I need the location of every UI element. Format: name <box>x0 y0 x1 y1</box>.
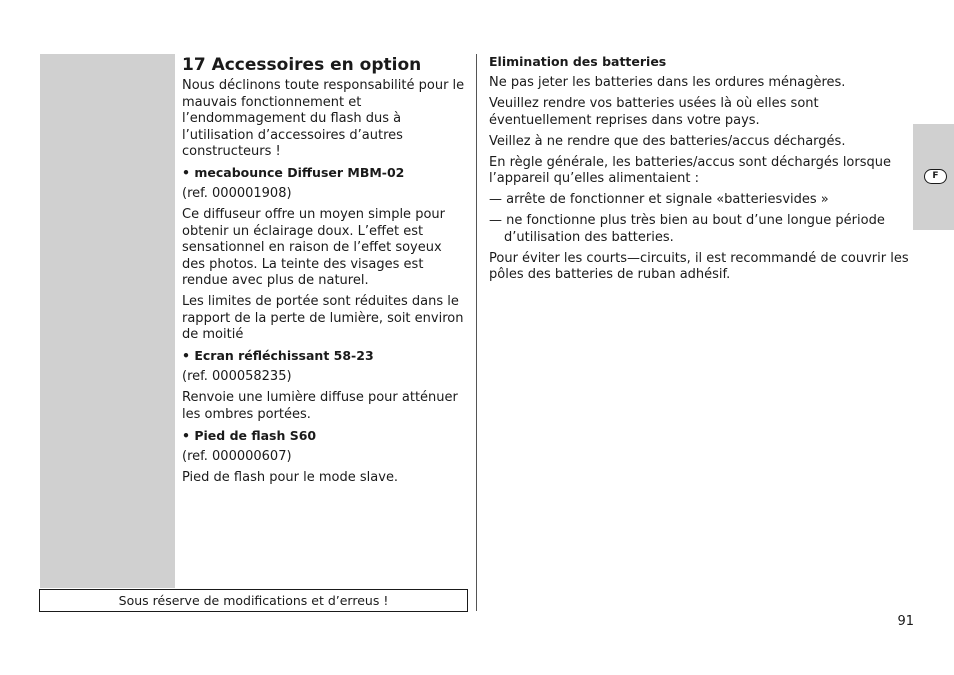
footer-disclaimer: Sous réserve de modifications et d’erreus ! <box>39 589 468 612</box>
battery-paragraph-3: Veillez à ne rendre que des batteries/accus déchargés. <box>489 133 846 149</box>
item-desc-stand: Pied de flash pour le mode slave. <box>182 469 399 485</box>
item-name-diffuser: • mecabounce Diffuser MBM-02 <box>182 165 405 180</box>
language-tab <box>913 124 954 230</box>
battery-paragraph-5: Pour éviter les courts—circuits, il est recommandé de couvrir les pôles des batteries de ruban adhésif. <box>489 250 909 282</box>
item-ref-diffuser: (ref. 000001908) <box>182 186 292 201</box>
item-ref-stand: (ref. 000000607) <box>182 448 292 464</box>
battery-paragraph-4: En règle générale, les batteries/accus sont déchargés lorsque l’appareil qu’elles alimentaient : <box>489 154 891 186</box>
column-divider <box>476 54 477 611</box>
page-number: 91 <box>897 614 914 629</box>
item-ref-reflector: (ref. 000058235) <box>182 369 292 384</box>
language-badge: F <box>924 169 947 184</box>
gray-margin-column <box>40 54 175 588</box>
battery-disposal-section <box>489 54 909 288</box>
item-name-stand: • Pied de flash S60 <box>182 427 317 443</box>
intro-paragraph: Nous déclinons toute responsabilité pour le mauvais fonctionnement et l’endommagement du flash dus à l’utilisation d’accessoires d’autres constructeurs ! <box>182 78 465 159</box>
battery-heading: Elimination des batteries <box>489 54 667 69</box>
battery-paragraph-1: Ne pas jeter les batteries dans les ordures ménagères. <box>489 75 846 90</box>
section-title: 17 Accessoires en option <box>182 55 422 75</box>
accessories-section <box>182 54 467 491</box>
item-desc-reflector: Renvoie une lumière diffuse pour atténuer les ombres portées. <box>182 390 458 422</box>
battery-paragraph-2: Veuillez rendre vos batteries usées là où elles sont éventuellement reprises dans votre pays. <box>489 96 819 128</box>
item-name-reflector: • Ecran réfléchissant 58-23 <box>182 348 374 363</box>
item-desc-diffuser-1: Ce diffuseur offre un moyen simple pour obtenir un éclairage doux. L’effet est sensationnel en raison de l’effet soyeux des photos. La teinte des visages est rendue avec plus de naturel. <box>182 207 445 288</box>
battery-dash-item-1: — arrête de fonctionner et signale «batteriesvides » <box>489 192 829 207</box>
battery-dash-item-2: — ne fonctionne plus très bien au bout d’une longue période d’utilisation des batteries. <box>489 213 885 245</box>
item-desc-diffuser-2: Les limites de portée sont réduites dans le rapport de la perte de lumière, soit environ de moitié <box>182 294 464 342</box>
